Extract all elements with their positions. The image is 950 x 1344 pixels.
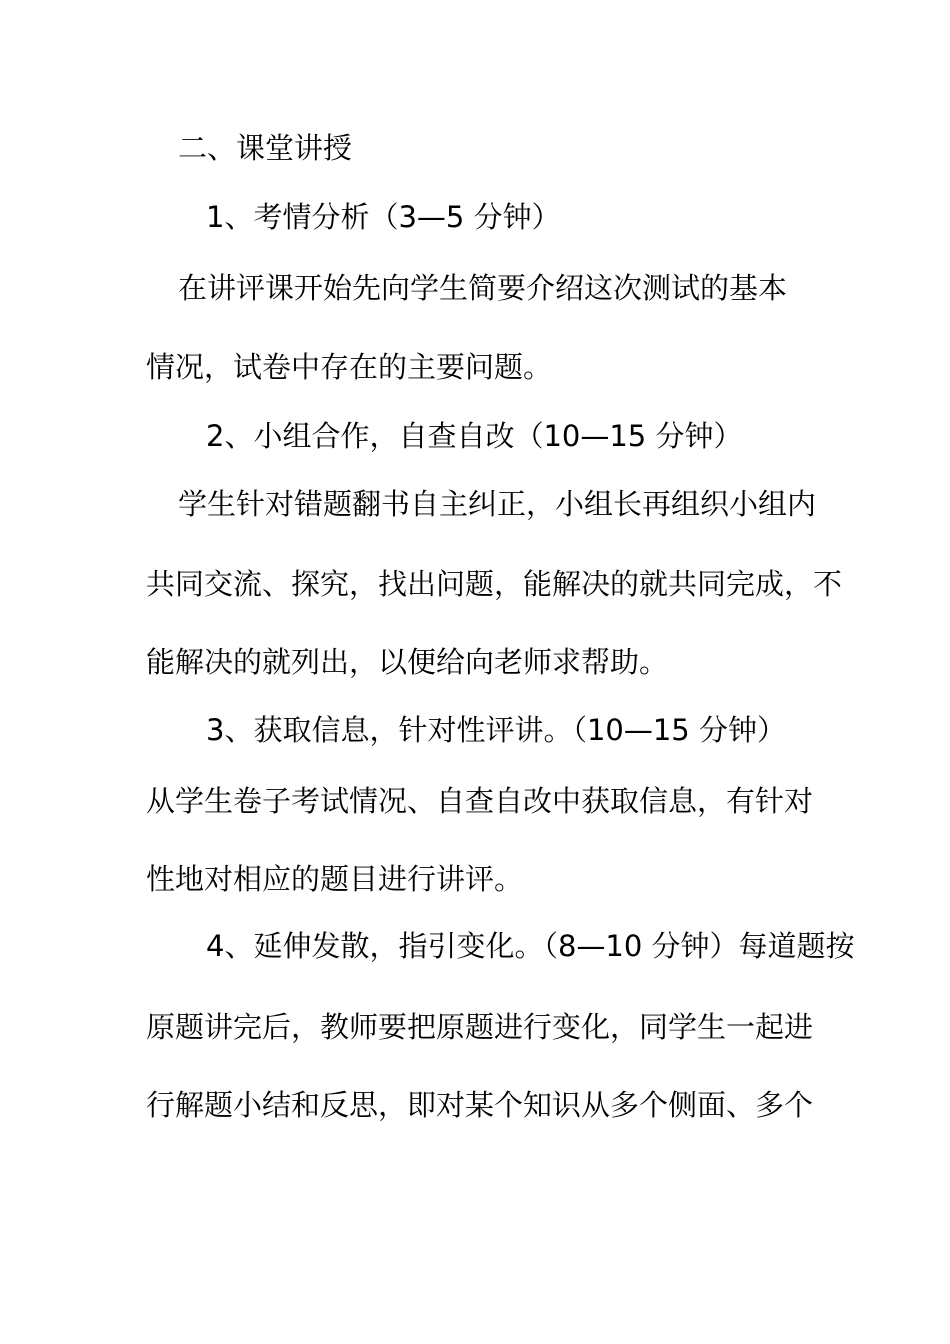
paragraph-line: 性地对相应的题目进行讲评。 <box>146 862 524 896</box>
subheading-extension: 4、延伸发散，指引变化。（8—10 分钟）每道题按 <box>206 929 855 963</box>
section-heading: 二、课堂讲授 <box>178 131 353 165</box>
subheading-group-work: 2、小组合作，自查自改（10—15 分钟） <box>206 419 743 453</box>
subheading-get-info: 3、获取信息，针对性评讲。（10—15 分钟） <box>206 713 786 747</box>
paragraph-line: 学生针对错题翻书自主纠正，小组长再组织小组内 <box>178 487 817 521</box>
subheading-exam-analysis: 1、考情分析（3—5 分钟） <box>206 200 561 234</box>
paragraph-line: 在讲评课开始先向学生简要介绍这次测试的基本 <box>178 271 788 305</box>
paragraph-line: 情况，试卷中存在的主要问题。 <box>146 350 553 384</box>
paragraph-line: 从学生卷子考试情况、自查自改中获取信息，有针对 <box>146 784 814 818</box>
paragraph-line: 原题讲完后，教师要把原题进行变化，同学生一起进 <box>146 1010 814 1044</box>
paragraph-line: 共同交流、探究，找出问题，能解决的就共同完成，不 <box>146 567 843 601</box>
paragraph-line: 能解决的就列出，以便给向老师求帮助。 <box>146 645 669 679</box>
paragraph-line: 行解题小结和反思，即对某个知识从多个侧面、多个 <box>146 1088 814 1122</box>
